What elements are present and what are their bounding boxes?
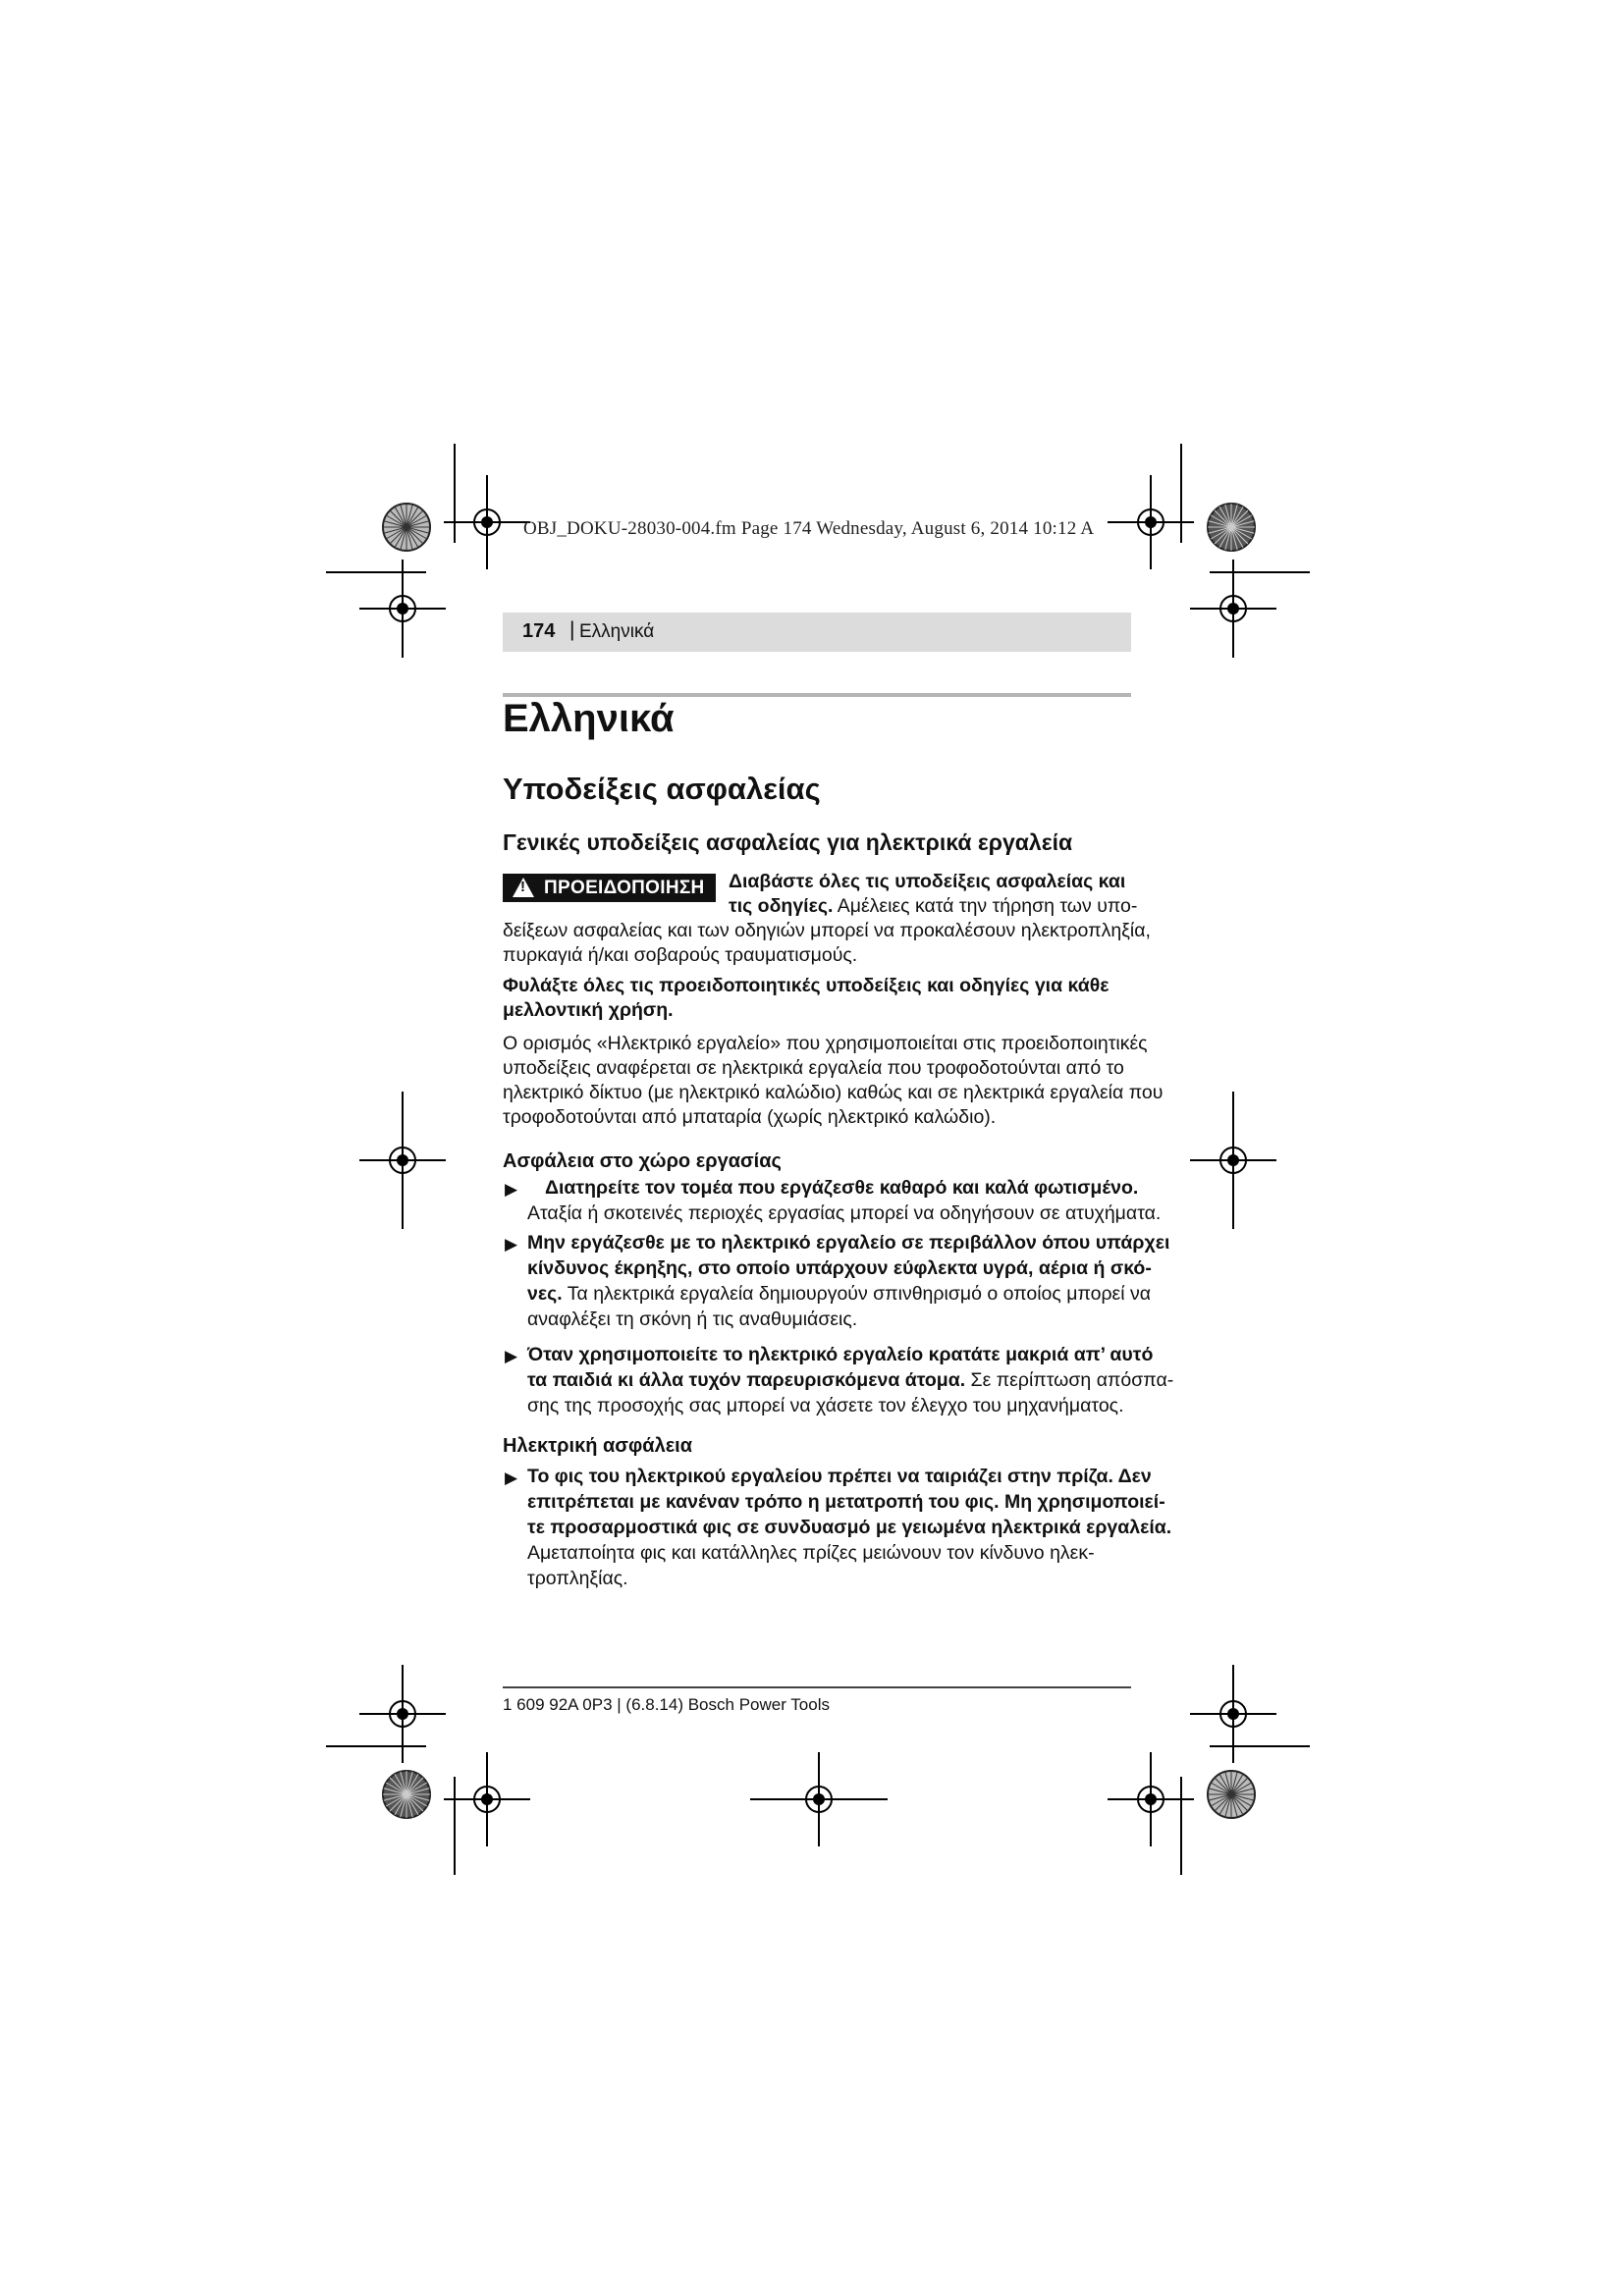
workplace-item2-line2: κίνδυνος έκρηξης, στο οποίο υπάρχουν εύφλεκτα υγρά, αέρια ή σκό- [527, 1257, 1152, 1279]
workplace-item1-line1: Διατηρείτε τον τομέα που εργάζεσθε καθαρό και καλά φωτισμένο. [545, 1177, 1139, 1199]
crosshair-mark [359, 1092, 446, 1229]
electrical-item1-line5: τροπληξίας. [527, 1568, 628, 1589]
subsection-title: Γενικές υποδείξεις ασφαλείας για ηλεκτρικά εργαλεία [503, 829, 1073, 855]
definition-line-4: τροφοδοτούνται από μπαταρία (χωρίς ηλεκτρικό καλώδιο). [503, 1106, 997, 1128]
electrical-heading: Ηλεκτρική ασφάλεια [503, 1435, 693, 1457]
workplace-item2-line3: νες. Τα ηλεκτρικά εργαλεία δημιουργούν σπινθηρισμό ο οποίος μπορεί να [527, 1283, 1152, 1305]
crosshair-mark [444, 1752, 530, 1846]
file-slug: OBJ_DOKU-28030-004.fm Page 174 Wednesday, August 6, 2014 10:12 A [523, 518, 1095, 539]
warning-line-4: πυρκαγιά ή/και σοβαρούς τραυματισμούς. [503, 944, 858, 966]
footer: 1 609 92A 0P3 | (6.8.14) Bosch Power Tools [503, 1695, 830, 1714]
color-rosette-mark [383, 1771, 430, 1818]
keep-instructions-line-2: μελλοντική χρήση. [503, 999, 674, 1021]
warning-line-2: τις οδηγίες. Αμέλειες κατά την τήρηση των υπο- [729, 895, 1138, 917]
definition-line-3: ηλεκτρικό δίκτυο (με ηλεκτρικό καλώδιο) καθώς και σε ηλεκτρικά εργαλεία που [503, 1082, 1164, 1103]
definition-line-1: Ο ορισμός «Ηλεκτρικό εργαλείο» που χρησιμοποιείται στις προειδοποιητικές [503, 1033, 1148, 1054]
crosshair-mark [1190, 1665, 1276, 1763]
workplace-item2-line4: αναφλέξει τη σκόνη ή τις αναθυμιάσεις. [527, 1308, 858, 1330]
color-rosette-mark [1208, 504, 1255, 551]
crosshair-mark [359, 560, 446, 658]
warning-line-3: δείξεων ασφαλείας και των οδηγιών μπορεί να προκαλέσουν ηλεκτροπληξία, [503, 920, 1151, 941]
definition-line-2: υποδείξεις αναφέρεται σε ηλεκτρικά εργαλεία που τροφοδοτούνται από το [503, 1057, 1124, 1079]
bullet-icon: ▶ [505, 1235, 518, 1254]
workplace-heading: Ασφάλεια στο χώρο εργασίας [503, 1150, 782, 1172]
color-rosette-mark [1208, 1771, 1255, 1818]
section-title: Υποδείξεις ασφαλείας [503, 772, 821, 806]
warning-badge-label: ΠΡΟΕΙΔΟΠΟΙΗΣΗ [544, 878, 705, 898]
warning-line-1: Διαβάστε όλες τις υποδείξεις ασφαλείας και [729, 871, 1126, 892]
workplace-item2-line1: Μην εργάζεσθε με το ηλεκτρικό εργαλείο σε περιβάλλον όπου υπάρχει [527, 1232, 1170, 1254]
color-rosette-mark [383, 504, 430, 551]
crosshair-mark [444, 475, 530, 569]
header-language: Ελληνικά [579, 621, 655, 642]
crosshair-mark [359, 1665, 446, 1763]
workplace-item3-line3: σης της προσοχής σας μπορεί να χάσετε τον έλεγχο του μηχανήματος. [527, 1395, 1124, 1416]
bullet-icon: ▶ [505, 1468, 518, 1487]
bullet-icon: ▶ [505, 1347, 518, 1365]
crosshair-mark [1190, 560, 1276, 658]
electrical-item1-line3: τε προσαρμοστικά φις σε συνδυασμό με γειωμένα ηλεκτρικά εργαλεία. [527, 1517, 1172, 1538]
page-header [503, 613, 1131, 652]
crosshair-mark [1190, 1092, 1276, 1229]
header-separator: | [569, 618, 575, 641]
page-title: Ελληνικά [503, 697, 675, 740]
workplace-item3-line1: Όταν χρησιμοποιείτε το ηλεκτρικό εργαλείο κρατάτε μακριά απ’ αυτό [527, 1344, 1154, 1365]
workplace-item3-line2: τα παιδιά κι άλλα τυχόν παρευρισκόμενα άτομα. Σε περίπτωση απόσπα- [527, 1369, 1174, 1391]
electrical-item1-line4: Αμεταποίητα φις και κατάλληλες πρίζες μειώνουν τον κίνδυνο ηλεκ- [527, 1542, 1095, 1564]
crosshair-mark [750, 1752, 888, 1846]
bullet-icon: ▶ [505, 1180, 518, 1199]
keep-instructions-line-1: Φυλάξτε όλες τις προειδοποιητικές υποδείξεις και οδηγίες για κάθε [503, 975, 1110, 996]
electrical-item1-line1: Το φις του ηλεκτρικού εργαλείου πρέπει να ταιριάζει στην πρίζα. Δεν [527, 1466, 1152, 1487]
workplace-item1-line2: Αταξία ή σκοτεινές περιοχές εργασίας μπορεί να οδηγήσουν σε ατυχήματα. [527, 1202, 1162, 1224]
footer-rule [503, 1686, 1131, 1688]
electrical-item1-line2: επιτρέπεται με κανέναν τρόπο η μετατροπή του φις. Μη χρησιμοποιεί- [527, 1491, 1165, 1513]
warning-badge: ! ΠΡΟΕΙΔΟΠΟΙΗΣΗ [503, 874, 716, 902]
page-number: 174 [522, 620, 556, 642]
